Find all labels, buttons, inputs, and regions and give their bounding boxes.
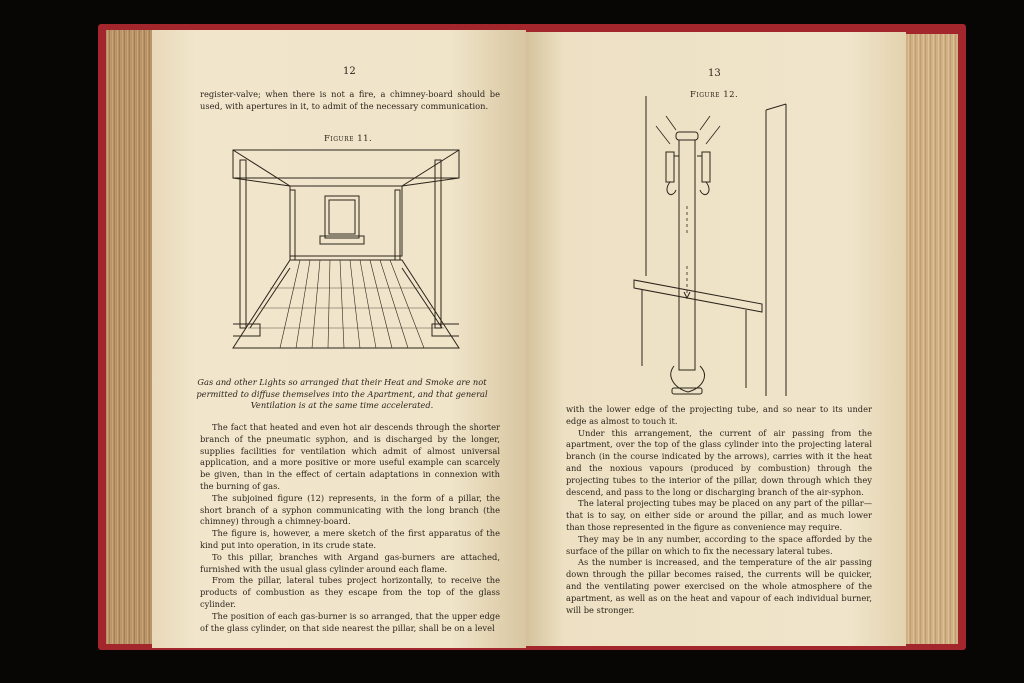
left-page-top-text	[200, 89, 500, 113]
right-page-number: 13	[708, 68, 721, 79]
right-page-body	[566, 404, 872, 616]
paragraph: The figure is, however, a mere sketch of the first apparatus of the kind put into operation, in its crude state.	[200, 528, 500, 550]
page-edges-left	[106, 30, 156, 644]
paragraph: To this pillar, branches with Argand gas-burners are attached, furnished with the usual glass cylinder around each flame.	[200, 551, 500, 574]
page-edges-right	[902, 34, 958, 644]
paragraph: They may be in any number, according to the space afforded by the surface of the pillar on which to fix the necessary lateral tubes.	[566, 533, 872, 556]
left-page-body	[200, 422, 500, 634]
paragraph: The fact that heated and even hot air descends through the shorter branch of the pneumatic syphon, and is discharged by the longer, supplies facilities for ventilation which admit of almost universal application, and a more positive or more useful example can scarcely be given, than in the effect of certain adaptations in connexion with the burning of gas.	[200, 422, 500, 491]
figure-12-pillar-illustration	[626, 96, 806, 396]
top-paragraph: register-valve; when there is not a fire, a chimney-board should be used, with apertures in it, to admit of the necessary communication.	[200, 89, 500, 111]
continued-paragraph: with the lower edge of the projecting tube, and so near to its under edge as almost to touch it.	[566, 404, 872, 426]
left-page-number: 12	[343, 66, 356, 77]
paragraph: As the number is increased, and the temperature of the air passing down through the pillar becomes raised, the currents will be quicker, and the ventilating power exercised on the whole atmosphere of the apartment, as well as on the heat and vapour of each individual burner, will be stronger.	[566, 557, 872, 615]
figure-11-title: Figure 11.	[324, 134, 373, 144]
right-page	[526, 32, 906, 646]
figure-11-caption: Gas and other Lights so arranged that their Heat and Smoke are not permitted to diffuse themselves into the Apartment, and that general Ventilation is at the same time accelerated.	[196, 377, 488, 410]
paragraph: From the pillar, lateral tubes project horizontally, to receive the products of combustion as they escape from the top of the glass cylinder.	[200, 575, 500, 609]
paragraph: Under this arrangement, the current of air passing from the apartment, over the top of the glass cylinder into the projecting lateral branch (in the course indicated by the arrows), carries with it the heat and the noxious vapours (produced by combustion) through the projecting tubes to the interior of the pillar, down through which they descend, and pass to the long or discharging branch of the air-syphon.	[566, 427, 872, 497]
paragraph: The lateral projecting tubes may be placed on any part of the pillar—that is to say, on either side or around the pillar, and as much lower than those represented in the figure as convenience may require.	[566, 498, 872, 532]
left-page	[152, 30, 526, 648]
figure-11-room-illustration	[230, 148, 462, 368]
paragraph: The subjoined figure (12) represents, in the form of a pillar, the short branch of a syphon communicating with the long branch (the chimney) through a chimney-board.	[200, 492, 500, 527]
paragraph: The position of each gas-burner is so arranged, that the upper edge of the glass cylinder, on that side nearest the pillar, shall be on a level	[200, 610, 500, 633]
figure-12-title: Figure 12.	[690, 90, 739, 100]
